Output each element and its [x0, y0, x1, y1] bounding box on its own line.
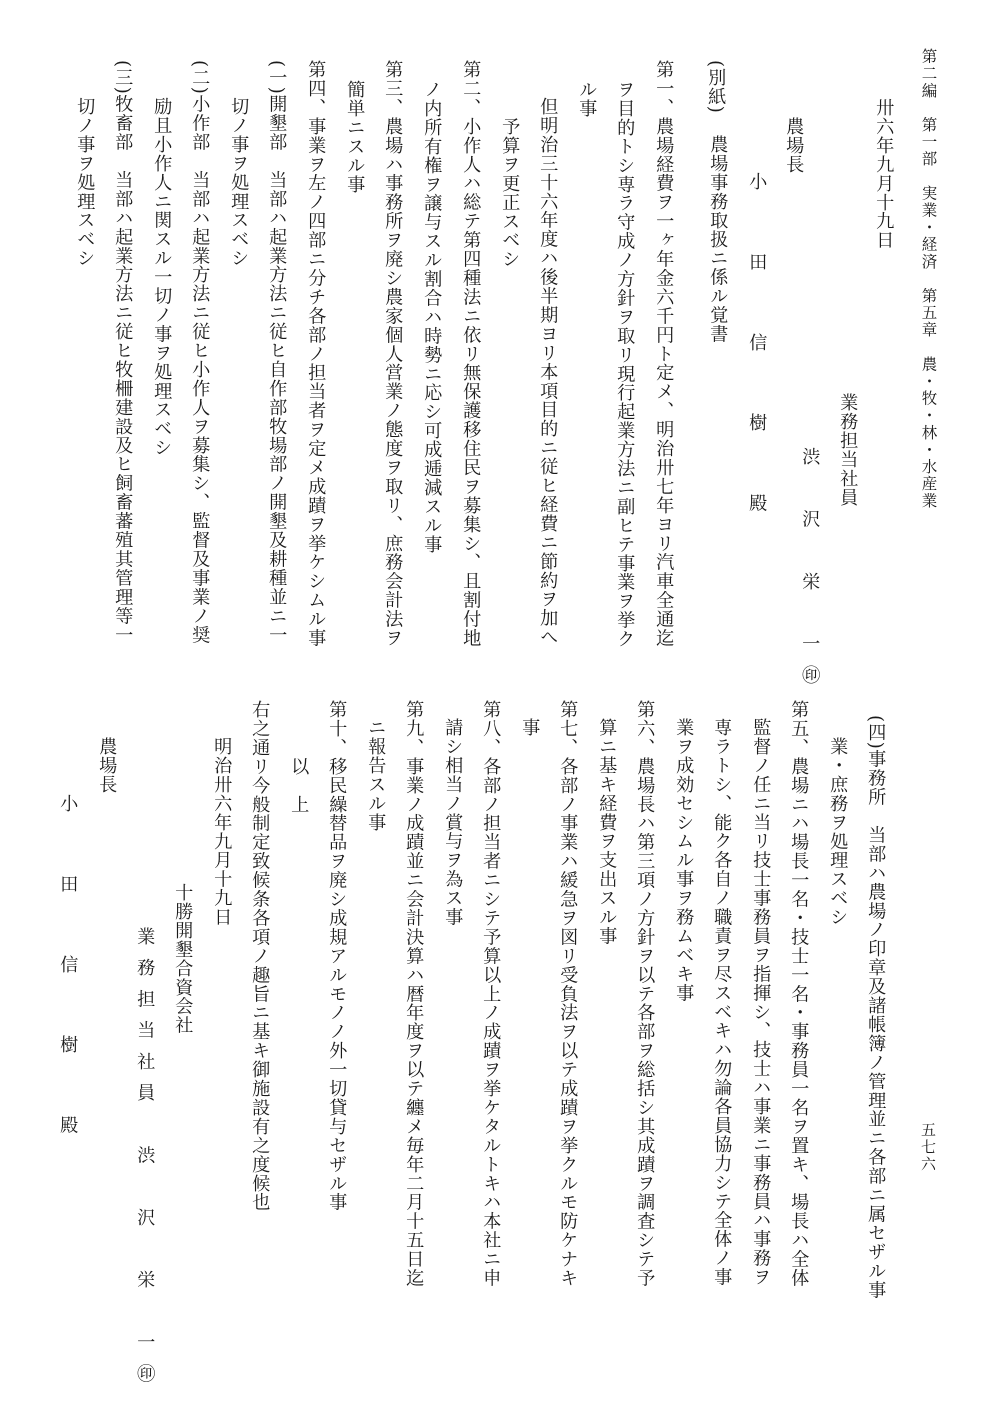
- text-column: 明治卅六年九月十九日: [211, 737, 233, 927]
- text-column: 算ニ基キ経費ヲ支出スル事: [596, 718, 618, 946]
- text-column: 切ノ事ヲ処理スベシ: [228, 97, 250, 268]
- text-column: (三)牧畜部 当部ハ起業方法ニ従ヒ牧柵建設及ヒ飼畜蕃殖其管理等一: [112, 60, 134, 645]
- text-column: 励且小作人ニ関スル一切ノ事ヲ処理スベシ: [151, 97, 173, 458]
- text-column: 第一、農場経費ヲ一ヶ年金六千円ト定メ、明治卅七年ヨリ汽車全通迄: [653, 60, 675, 648]
- text-column: 専ラトシ、能ク各自ノ職責ヲ尽スベキハ勿論各員協力シテ全体ノ事: [711, 718, 733, 1287]
- text-column: 予算ヲ更正スベシ: [499, 117, 521, 269]
- text-column: 業務担当社員 渋 沢 栄 一㊞: [134, 927, 156, 1395]
- text-column: 第十、移民繰替品ヲ廃シ成規アルモノノ外一切貸与セザル事: [326, 700, 348, 1212]
- text-column: ヲ目的トシ専ラ守成ノ方針ヲ取リ現行起業方法ニ副ヒテ事業ヲ挙ク: [614, 80, 636, 649]
- text-column: 業・庶務ヲ処理スベシ: [827, 737, 849, 927]
- text-column: ニ報告スル事: [365, 718, 387, 832]
- text-column: 監督ノ任ニ当リ技士事務員ヲ指揮シ、技士ハ事業ニ事務員ハ事務ヲ: [750, 718, 772, 1287]
- text-column: 第二、小作人ハ総テ第四種法ニ依リ無保護移住民ヲ募集シ、且割付地: [460, 60, 482, 648]
- text-column: (別紙): [705, 60, 727, 114]
- text-column: (二)小作部 当部ハ起業方法ニ従ヒ小作人ヲ募集シ、監督及事業ノ奨: [189, 60, 211, 645]
- page-number: 五七六: [919, 1122, 937, 1173]
- text-column: 小 田 信 樹 殿: [746, 172, 768, 534]
- text-column: 第八、各部ノ担当者ニシテ予算以上ノ成蹟ヲ挙ケタルトキハ本社ニ申: [480, 700, 502, 1288]
- text-column: 第三、農場ハ事務所ヲ廃シ農家個人営業ノ態度ヲ取リ、庶務会計法ヲ: [382, 60, 404, 648]
- text-column: 第五、農場ニハ場長一名・技士一名・事務員一名ヲ置キ、場長ハ全体: [788, 700, 810, 1288]
- text-column: 但明治三十六年度ハ後半期ヨリ本項目的ニ従ヒ経費ニ節約ヲ加へ: [537, 97, 559, 647]
- text-column: 第六、農場長ハ第三項ノ方針ヲ以テ各部ヲ総括シ其成蹟ヲ調査シテ予: [634, 700, 656, 1288]
- text-column: (一)開墾部 当部ハ起業方法ニ従ヒ自作部牧場部ノ開墾及耕種並ニ一: [266, 60, 288, 645]
- text-column: ル事: [576, 80, 598, 118]
- text-column: 切ノ事ヲ処理スベシ: [74, 97, 96, 268]
- text-column: (四)事務所 当部ハ農場ノ印章及諸帳簿ノ管理並ニ各部ニ属セザル事: [865, 715, 887, 1300]
- text-column: 渋 沢 栄 一㊞: [799, 447, 821, 697]
- text-column: ノ内所有権ヲ譲与スル割合ハ時勢ニ応シ可成逓減スル事: [421, 80, 443, 554]
- text-column: 農場長: [96, 737, 118, 794]
- text-column: 卅六年九月十九日: [873, 98, 895, 250]
- text-column: 十勝開墾合資会社: [172, 883, 194, 1035]
- text-column: 第七、各部ノ事業ハ緩急ヲ図リ受負法ヲ以テ成蹟ヲ挙クルモ防ケナキ: [557, 700, 579, 1288]
- text-column: 小 田 信 樹 殿: [57, 794, 79, 1156]
- text-column: 第四、事業ヲ左ノ四部ニ分チ各部ノ担当者ヲ定メ成蹟ヲ挙ケシムル事: [305, 60, 327, 648]
- text-column: 請シ相当ノ賞与ヲ為ス事: [442, 718, 464, 927]
- text-column: 農場長: [783, 117, 805, 174]
- running-head: 第二編 第一部 実業・経済 第五章 農・牧・林・水産業: [919, 48, 938, 510]
- text-column: 右之通リ今般制定致候条各項ノ趣旨ニ基キ御施設有之度候也: [249, 700, 271, 1212]
- text-column: 以 上: [288, 757, 310, 814]
- text-column: 業務担当社員: [837, 393, 859, 507]
- text-column: 事: [519, 718, 541, 737]
- text-column: 第九、事業ノ成蹟並ニ会計決算ハ暦年度ヲ以テ纏メ毎年二月十五日迄: [403, 700, 425, 1288]
- text-column: 業ヲ成効セシムル事ヲ務ムベキ事: [673, 718, 695, 1003]
- text-column: 農場事務取扱ニ係ル覚書: [707, 135, 729, 344]
- text-column: 簡単ニスル事: [344, 80, 366, 194]
